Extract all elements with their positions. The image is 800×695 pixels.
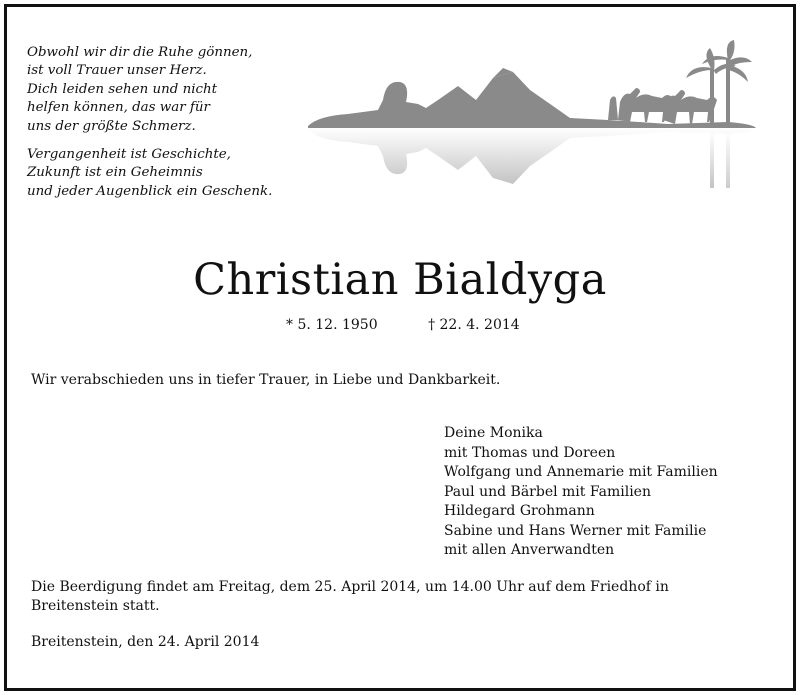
mourner-line: Sabine und Hans Werner mit Familie [444, 522, 707, 539]
mourner-line: mit allen Anverwandten [444, 542, 615, 558]
poem-stanza-2 [27, 146, 317, 201]
funeral-notice-line: Die Beerdigung findet am Freitag, dem 25. April 2014, um 14.00 Uhr auf dem Friedhof in [31, 579, 669, 595]
mourner-line: mit Thomas und Doreen [444, 444, 616, 461]
mourner-line: Wolfgang und Annemarie mit Familien [444, 464, 718, 480]
poem-line: helfen können, das war für [27, 100, 210, 116]
desert-silhouette-image [308, 38, 758, 188]
life-dates [286, 317, 520, 333]
poem-line: ist voll Trauer unser Herz. [27, 63, 207, 79]
deceased-name: Christian Bialdyga [193, 255, 607, 305]
poem-line: Zukunft ist ein Geheimnis [27, 165, 203, 181]
death-date: † 22. 4. 2014 [428, 317, 520, 333]
camel-silhouettes [608, 88, 717, 124]
funeral-notice-line: Breitenstein statt. [31, 598, 160, 614]
poem-stanza-1 [27, 44, 317, 136]
farewell-text: Wir verabschieden uns in tiefer Trauer, in Liebe und Dankbarkeit. [31, 372, 501, 388]
poem [27, 44, 317, 201]
poem-line: Vergangenheit ist Geschichte, [27, 147, 231, 163]
mourner-line: Hildegard Grohmann [444, 503, 595, 519]
water-reflection [308, 128, 756, 188]
place-and-date: Breitenstein, den 24. April 2014 [31, 634, 260, 650]
poem-line: und jeder Augenblick ein Geschenk. [27, 183, 273, 199]
poem-line: Dich leiden sehen und nicht [27, 81, 217, 97]
birth-date: * 5. 12. 1950 [286, 317, 378, 333]
mourner-line: Paul und Bärbel mit Familien [444, 483, 651, 500]
poem-line: Obwohl wir dir die Ruhe gönnen, [27, 45, 253, 60]
mourners-list [444, 424, 718, 561]
mourner-line: Deine Monika [444, 425, 543, 441]
poem-line: uns der größte Schmerz. [27, 118, 196, 134]
funeral-notice [31, 578, 791, 616]
